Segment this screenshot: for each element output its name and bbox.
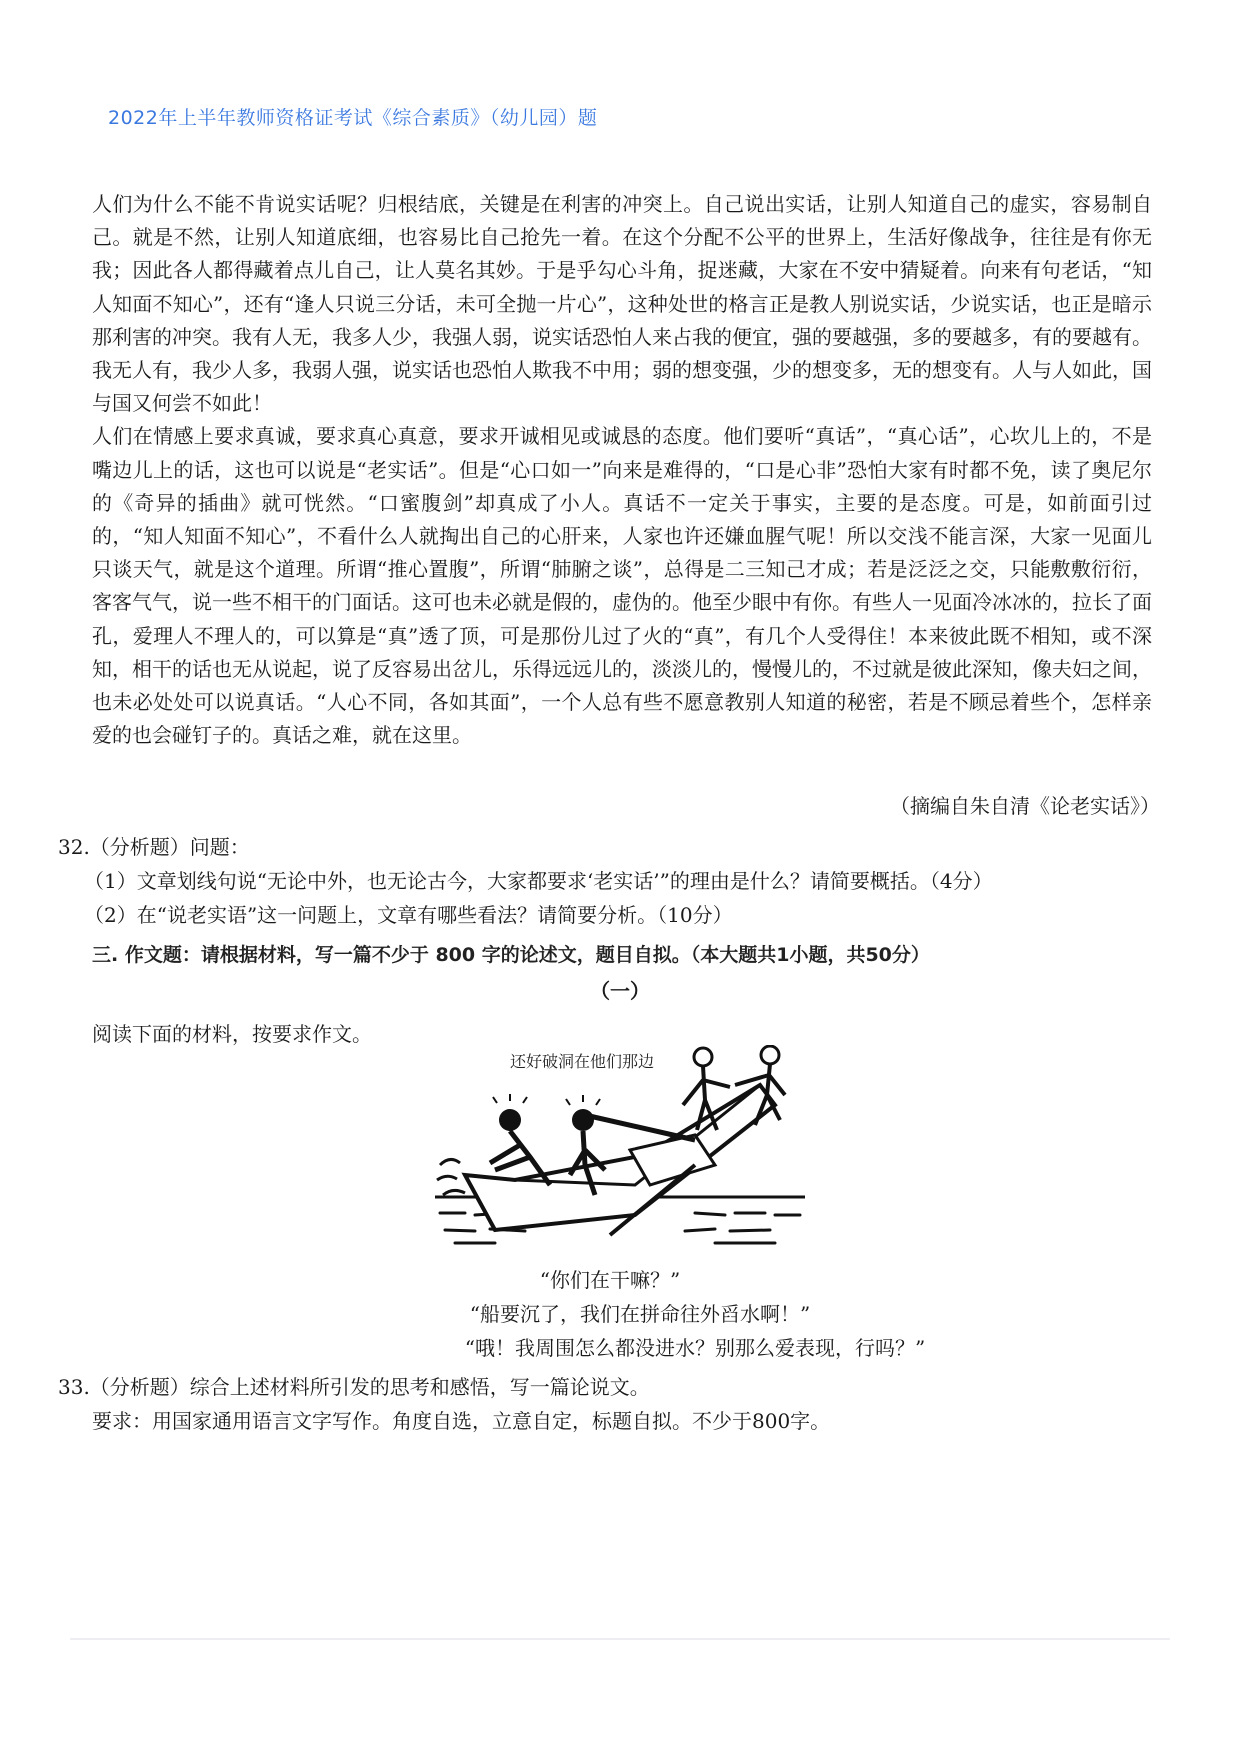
section-3-subsection: （一）	[590, 979, 650, 1003]
sinking-boat-cartoon	[435, 1045, 805, 1245]
dialogue-line-2: “船要沉了，我们在拼命往外舀水啊！”	[469, 1302, 811, 1326]
essay-instruction: 阅读下面的材料，按要求作文。	[92, 1022, 372, 1046]
question-32-stem: 32.（分析题）问题：	[58, 835, 250, 859]
question-33-requirement: 要求：用国家通用语言文字写作。角度自选，立意自定，标题自拟。不少于800字。	[92, 1409, 831, 1433]
question-32-sub-2: （2）在“说老实语”这一问题上，文章有哪些看法？请简要分析。（10分）	[84, 903, 733, 927]
passage-paragraph-2: 人们在情感上要求真诚，要求真心真意，要求开诚相见或诚恳的态度。他们要听“真话”，“真心话”，心坎儿上的，不是嘴边儿上的话，这也可以说是“老实话”。但是“心口如一”向来是难得的，“口是心非”恐怕大家有时都不免，读了奥尼尔的《奇异的插曲》就可恍然。“口蜜腹剑”却真成了小人。真话不一定关于事实，主要的是态度。可是，如前面引过的，“知人知面不知心”，不看什么人就掏出自己的心肝来，人家也许还嫌血腥气呢！所以交浅不能言深，大家一见面儿只谈天气，就是这个道理。所谓“推心置腹”，所谓“肺腑之谈”，总得是二三知己才成；若是泛泛之交，只能敷敷衍衍，客客气气，说一些不相干的门面话。这可也未必就是假的，虚伪的。他至少眼中有你。有些人一见面冷冰冰的，拉长了面孔，爱理人不理人的，可以算是“真”透了顶，可是那份儿过了火的“真”，有几个人受得住！本来彼此既不相知，或不深知，相干的话也无从说起，说了反容易出岔儿，乐得远远儿的，淡淡儿的，慢慢儿的，不过就是彼此深知，像夫妇之间，也未必处处可以说真话。“人心不同，各如其面”，一个人总有些不愿意教别人知道的秘密，若是不顾忌着些个，怎样亲爱的也会碰钉子的。真话之难，就在这里。	[92, 424, 1152, 748]
sinking-boat-illustration-icon	[435, 1045, 805, 1245]
dialogue-line-3: “哦！我周围怎么都没进水？别那么爱表现，行吗？”	[464, 1336, 926, 1360]
reading-passage	[92, 188, 1152, 752]
section-3-title: 三. 作文题：请根据材料，写一篇不少于 800 字的论述文，题目自拟。（本大题共1小题，共50分）	[92, 944, 930, 966]
passage-source: （摘编自朱自清《论老实话》）	[890, 794, 1160, 818]
question-33-stem: 33.（分析题）综合上述材料所引发的思考和感悟，写一篇论说文。	[58, 1375, 650, 1399]
dialogue-line-1: “你们在干嘛？”	[539, 1268, 681, 1292]
footer-divider	[70, 1638, 1170, 1640]
page-header-title: 2022年上半年教师资格证考试《综合素质》（幼儿园）题	[108, 107, 598, 129]
passage-paragraph-1: 人们为什么不能不肯说实话呢？归根结底，关键是在利害的冲突上。自己说出实话，让别人知道自己的虚实，容易制自己。就是不然，让别人知道底细，也容易比自己抢先一着。在这个分配不公平的世界上，生活好像战争，往往是有你无我；因此各人都得藏着点儿自己，让人莫名其妙。于是乎勾心斗角，捉迷藏，大家在不安中猜疑着。向来有句老话，“知人知面不知心”，还有“逢人只说三分话，未可全抛一片心”，这种处世的格言正是教人别说实话，少说实话，也正是暗示那利害的冲突。我有人无，我多人少，我强人弱，说实话恐怕人来占我的便宜，强的要越强，多的要越多，有的要越有。我无人有，我少人多，我弱人强，说实话也恐怕人欺我不中用；弱的想变强，少的想变多，无的想变有。人与人如此，国与国又何尝不如此！	[92, 192, 1152, 416]
question-32	[58, 830, 993, 932]
cartoon-caption: 还好破洞在他们那边	[510, 1052, 655, 1071]
question-33	[58, 1370, 830, 1438]
question-32-sub-1: （1）文章划线句说“无论中外，也无论古今，大家都要求‘老实话’”的理由是什么？请简要概括。（4分）	[84, 869, 993, 893]
